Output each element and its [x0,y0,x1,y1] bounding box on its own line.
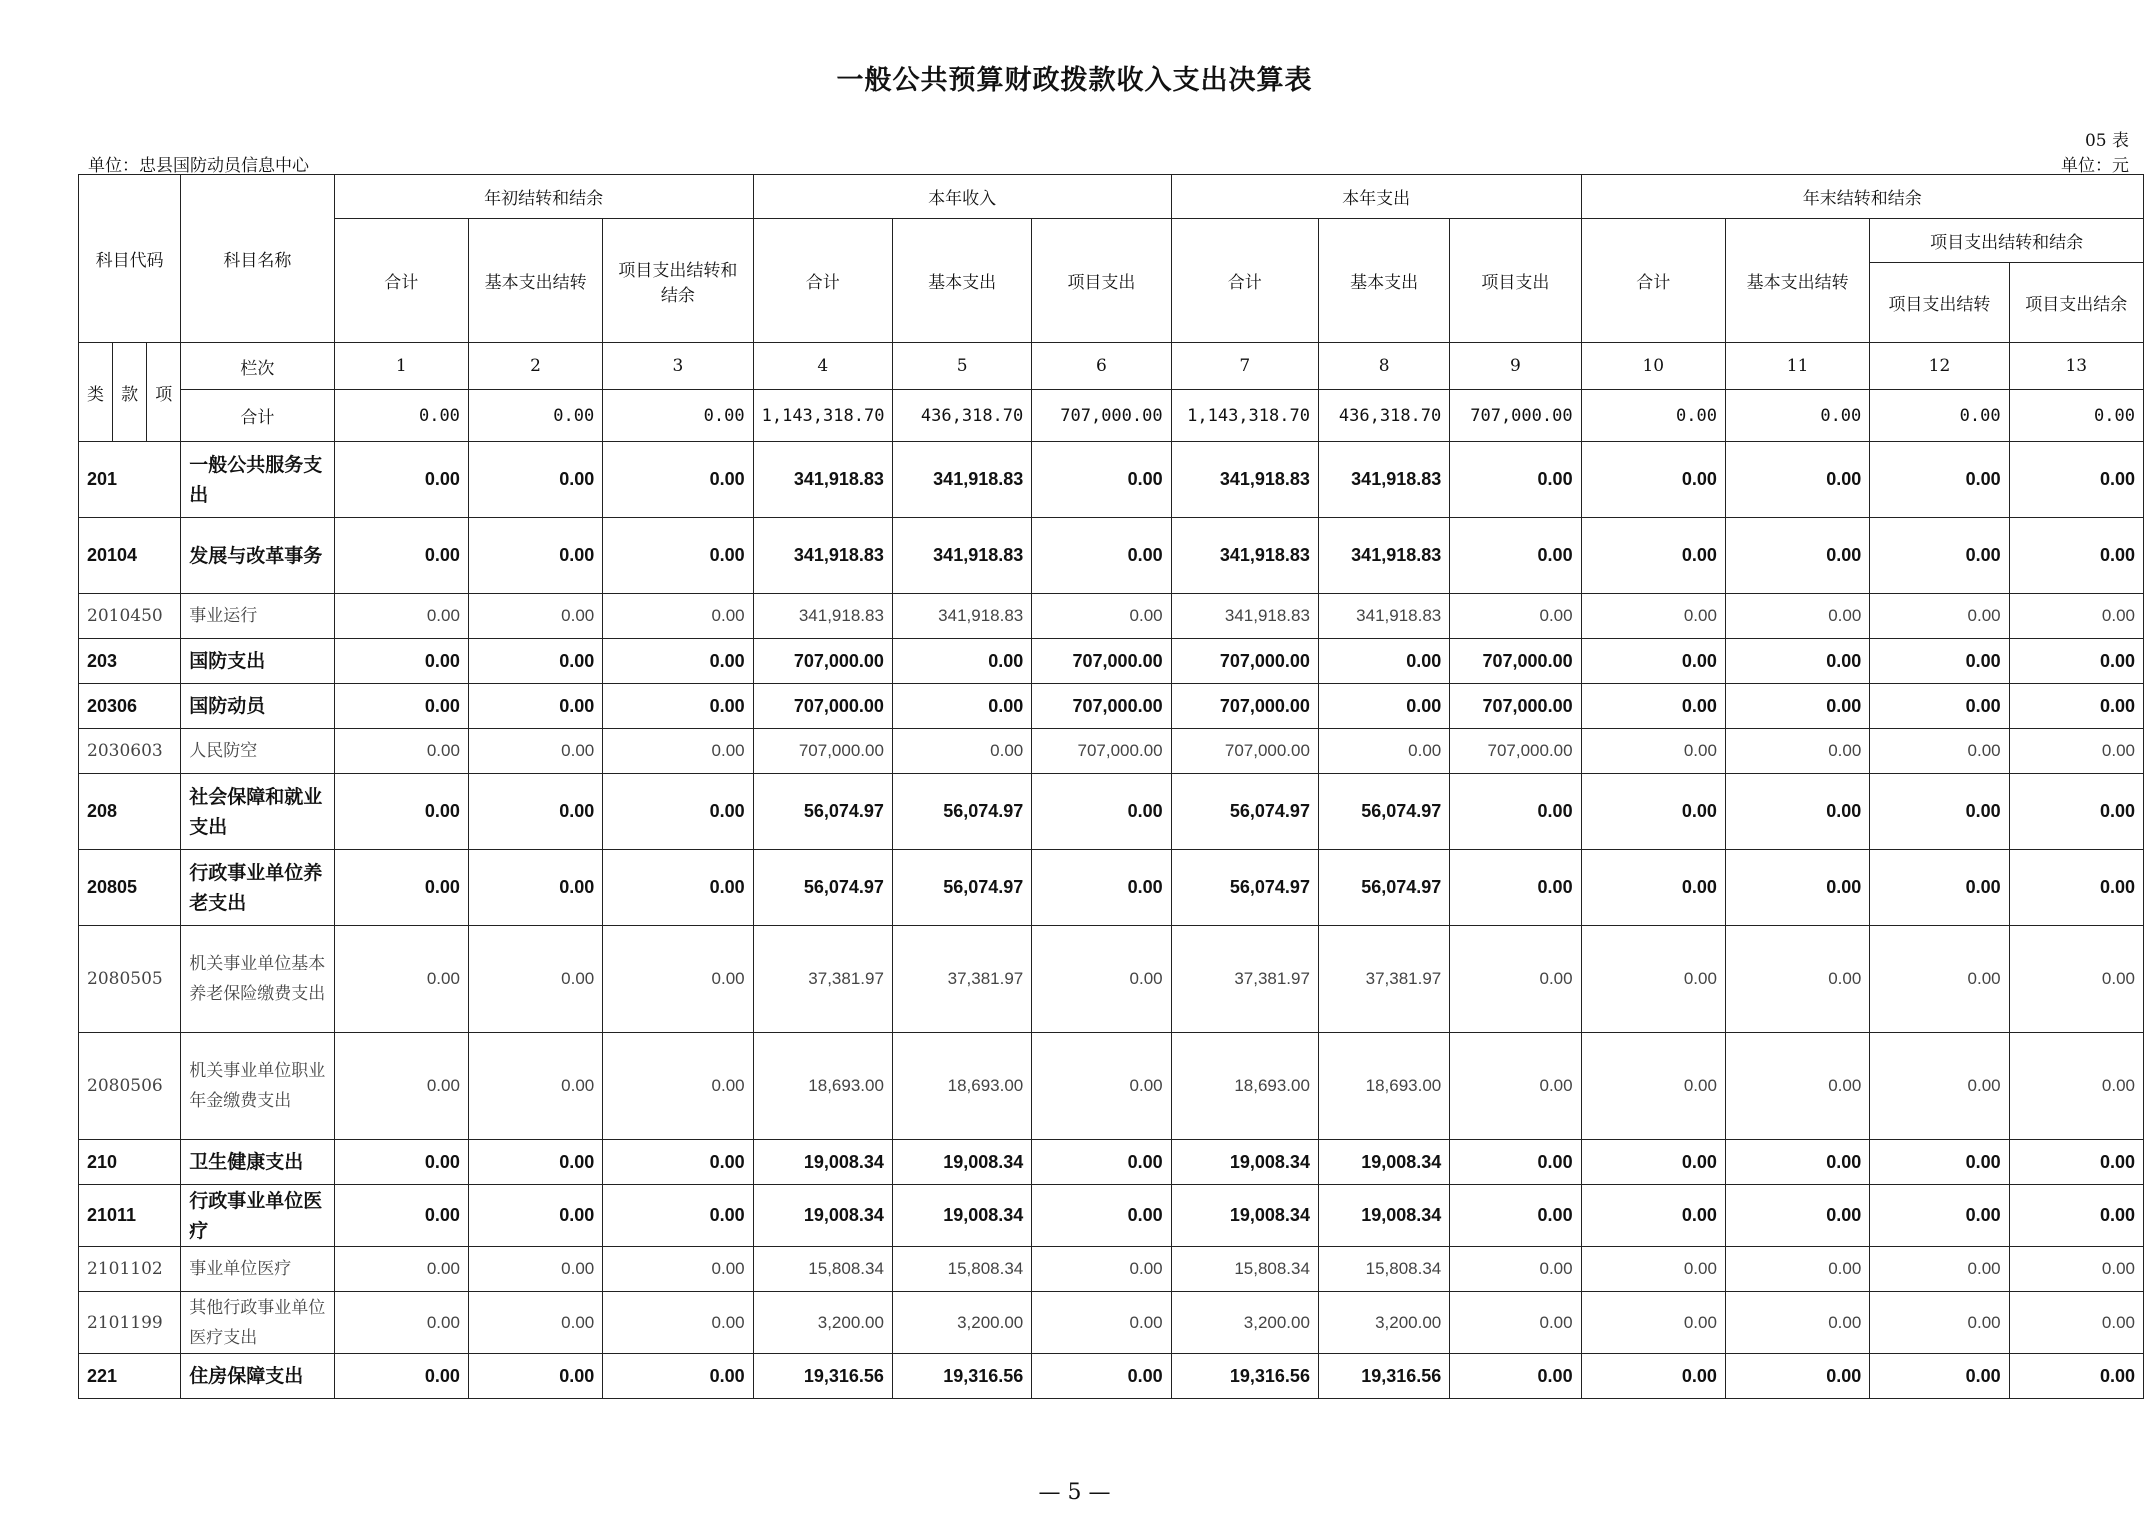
value-cell: 0.00 [1725,684,1869,729]
table-row [79,1185,2144,1247]
value-cell: 0.00 [1870,774,2009,850]
value-cell: 3,200.00 [1171,1292,1318,1354]
table-row [79,684,2144,729]
value-cell: 0.00 [603,1185,753,1247]
value-cell: 56,074.97 [1171,850,1318,926]
total-cell: 707,000.00 [1032,390,1171,442]
value-cell: 0.00 [1725,729,1869,774]
value-cell: 15,808.34 [892,1247,1031,1292]
value-cell: 19,008.34 [1318,1140,1449,1185]
value-cell: 341,918.83 [892,518,1031,594]
value-cell: 707,000.00 [1450,639,1581,684]
value-cell: 341,918.83 [1318,442,1449,518]
value-cell: 3,200.00 [892,1292,1031,1354]
value-cell: 341,918.83 [1318,518,1449,594]
value-cell: 0.00 [334,518,468,594]
value-cell: 707,000.00 [1450,684,1581,729]
value-cell: 0.00 [603,774,753,850]
header-expense-total: 合计 [1171,219,1318,343]
value-cell: 0.00 [2009,518,2143,594]
value-cell: 0.00 [1450,1354,1581,1399]
value-cell: 15,808.34 [1318,1247,1449,1292]
row-name: 国防支出 [181,639,334,684]
column-number: 12 [1870,343,2009,390]
value-cell: 0.00 [892,639,1031,684]
value-cell: 0.00 [1581,442,1725,518]
value-cell: 0.00 [1581,1185,1725,1247]
value-cell: 707,000.00 [753,729,892,774]
row-code: 2080505 [79,926,181,1033]
row-name: 其他行政事业单位医疗支出 [181,1292,334,1354]
value-cell: 0.00 [1581,729,1725,774]
value-cell: 56,074.97 [753,850,892,926]
row-name: 事业运行 [181,594,334,639]
value-cell: 0.00 [1725,926,1869,1033]
table-row [79,442,2144,518]
value-cell: 0.00 [2009,639,2143,684]
value-cell: 37,381.97 [1171,926,1318,1033]
value-cell: 0.00 [1870,850,2009,926]
value-cell: 0.00 [334,1247,468,1292]
value-cell: 0.00 [468,1185,602,1247]
value-cell: 0.00 [603,518,753,594]
value-cell: 0.00 [603,1140,753,1185]
value-cell: 56,074.97 [1318,774,1449,850]
value-cell: 0.00 [603,1033,753,1140]
column-number: 9 [1450,343,1581,390]
column-number: 4 [753,343,892,390]
value-cell: 0.00 [2009,684,2143,729]
value-cell: 0.00 [1581,1033,1725,1140]
value-cell: 341,918.83 [1171,442,1318,518]
value-cell: 0.00 [1032,442,1171,518]
page-number: — 5 — [1038,1480,1111,1505]
value-cell: 0.00 [1725,442,1869,518]
value-cell: 0.00 [603,1247,753,1292]
value-cell: 341,918.83 [1171,594,1318,639]
value-cell: 0.00 [1725,774,1869,850]
value-cell: 707,000.00 [1032,729,1171,774]
table-row [79,1354,2144,1399]
value-cell: 0.00 [1450,1292,1581,1354]
value-cell: 19,316.56 [1171,1354,1318,1399]
value-cell: 0.00 [603,639,753,684]
value-cell: 0.00 [468,1247,602,1292]
table-row [79,774,2144,850]
total-cell: 0.00 [1581,390,1725,442]
value-cell: 0.00 [1581,926,1725,1033]
value-cell: 707,000.00 [753,639,892,684]
value-cell: 0.00 [1581,850,1725,926]
value-cell: 0.00 [468,684,602,729]
row-code: 203 [79,639,181,684]
value-cell: 0.00 [1581,684,1725,729]
value-cell: 19,008.34 [892,1140,1031,1185]
table-row [79,926,2144,1033]
unit-currency: 单位：元 [2061,156,2129,176]
unit-organization: 单位：忠县国防动员信息中心 [88,156,309,176]
value-cell: 0.00 [2009,1247,2143,1292]
value-cell: 341,918.83 [892,594,1031,639]
table-row [79,1033,2144,1140]
value-cell: 0.00 [1032,1247,1171,1292]
column-number: 10 [1581,343,1725,390]
value-cell: 0.00 [468,1354,602,1399]
value-cell: 0.00 [1450,518,1581,594]
value-cell: 0.00 [334,594,468,639]
value-cell: 0.00 [603,729,753,774]
value-cell: 0.00 [1725,1292,1869,1354]
value-cell: 0.00 [1032,926,1171,1033]
total-cell: 0.00 [468,390,602,442]
row-code: 20104 [79,518,181,594]
value-cell: 0.00 [1032,594,1171,639]
value-cell: 0.00 [1581,594,1725,639]
column-number: 5 [892,343,1031,390]
value-cell: 0.00 [468,639,602,684]
row-name: 国防动员 [181,684,334,729]
row-code: 20306 [79,684,181,729]
row-name: 卫生健康支出 [181,1140,334,1185]
column-number: 3 [603,343,753,390]
value-cell: 0.00 [468,926,602,1033]
value-cell: 56,074.97 [892,774,1031,850]
header-end-total: 合计 [1581,219,1725,343]
row-name: 人民防空 [181,729,334,774]
value-cell: 0.00 [334,1185,468,1247]
value-cell: 19,008.34 [753,1140,892,1185]
page-title: 一般公共预算财政拨款收入支出决算表 [836,65,1313,96]
header-begin-total: 合计 [334,219,468,343]
header-income-total: 合计 [753,219,892,343]
value-cell: 0.00 [2009,442,2143,518]
column-number: 2 [468,343,602,390]
value-cell: 0.00 [1870,1185,2009,1247]
value-cell: 0.00 [1032,850,1171,926]
value-cell: 0.00 [1581,1354,1725,1399]
total-cell: 436,318.70 [1318,390,1449,442]
value-cell: 0.00 [468,1292,602,1354]
budget-table [78,174,2144,1399]
value-cell: 0.00 [1870,1292,2009,1354]
value-cell: 56,074.97 [892,850,1031,926]
value-cell: 56,074.97 [753,774,892,850]
row-code: 208 [79,774,181,850]
value-cell: 0.00 [1032,1033,1171,1140]
value-cell: 0.00 [1450,1185,1581,1247]
value-cell: 19,008.34 [1171,1140,1318,1185]
header-col-label: 栏次 [181,343,334,390]
column-number: 6 [1032,343,1171,390]
value-cell: 707,000.00 [1032,684,1171,729]
value-cell: 341,918.83 [753,594,892,639]
value-cell: 37,381.97 [1318,926,1449,1033]
header-xiang: 项 [147,343,181,442]
header-group-end: 年末结转和结余 [1581,175,2143,219]
value-cell: 0.00 [468,1033,602,1140]
header-expense-project: 项目支出 [1450,219,1581,343]
value-cell: 341,918.83 [1318,594,1449,639]
value-cell: 707,000.00 [1171,684,1318,729]
row-code: 2010450 [79,594,181,639]
total-cell: 1,143,318.70 [753,390,892,442]
value-cell: 0.00 [2009,1033,2143,1140]
row-code: 210 [79,1140,181,1185]
column-number: 8 [1318,343,1449,390]
row-code: 2080506 [79,1033,181,1140]
table-row [79,1292,2144,1354]
value-cell: 0.00 [1450,926,1581,1033]
value-cell: 0.00 [1032,518,1171,594]
value-cell: 15,808.34 [1171,1247,1318,1292]
column-number: 13 [2009,343,2143,390]
header-income-basic: 基本支出 [892,219,1031,343]
total-row-label: 合计 [181,390,334,442]
value-cell: 0.00 [1318,729,1449,774]
table-row [79,729,2144,774]
value-cell: 0.00 [1450,1140,1581,1185]
value-cell: 37,381.97 [892,926,1031,1033]
header-group-income: 本年收入 [753,175,1171,219]
value-cell: 18,693.00 [753,1033,892,1140]
value-cell: 0.00 [468,594,602,639]
value-cell: 0.00 [334,1292,468,1354]
row-name: 事业单位医疗 [181,1247,334,1292]
value-cell: 0.00 [1725,1140,1869,1185]
total-cell: 1,143,318.70 [1171,390,1318,442]
value-cell: 56,074.97 [1318,850,1449,926]
header-group-begin: 年初结转和结余 [334,175,753,219]
value-cell: 0.00 [603,1354,753,1399]
table-row [79,594,2144,639]
value-cell: 0.00 [468,1140,602,1185]
value-cell: 0.00 [1318,639,1449,684]
total-cell: 707,000.00 [1450,390,1581,442]
table-row [79,1140,2144,1185]
value-cell: 0.00 [1032,774,1171,850]
value-cell: 0.00 [1450,1247,1581,1292]
value-cell: 0.00 [334,729,468,774]
value-cell: 0.00 [1450,594,1581,639]
row-code: 21011 [79,1185,181,1247]
value-cell: 0.00 [892,684,1031,729]
value-cell: 707,000.00 [1032,639,1171,684]
row-name: 发展与改革事务 [181,518,334,594]
value-cell: 0.00 [1581,774,1725,850]
value-cell: 19,008.34 [1318,1185,1449,1247]
column-number: 1 [334,343,468,390]
value-cell: 0.00 [1870,729,2009,774]
value-cell: 0.00 [334,1354,468,1399]
header-begin-project-carry-balance: 项目支出结转和结余 [603,219,753,343]
value-cell: 0.00 [1032,1292,1171,1354]
table-row [79,518,2144,594]
value-cell: 0.00 [2009,850,2143,926]
value-cell: 0.00 [334,1033,468,1140]
header-code: 科目代码 [79,175,181,343]
value-cell: 0.00 [1870,639,2009,684]
value-cell: 18,693.00 [1171,1033,1318,1140]
value-cell: 18,693.00 [1318,1033,1449,1140]
row-name: 行政事业单位养老支出 [181,850,334,926]
row-name: 住房保障支出 [181,1354,334,1399]
row-code: 2030603 [79,729,181,774]
table-row [79,1247,2144,1292]
value-cell: 0.00 [1870,1033,2009,1140]
value-cell: 0.00 [603,926,753,1033]
row-name: 机关事业单位职业年金缴费支出 [181,1033,334,1140]
header-expense-basic: 基本支出 [1318,219,1449,343]
value-cell: 0.00 [2009,926,2143,1033]
value-cell: 0.00 [603,850,753,926]
value-cell: 0.00 [1870,1354,2009,1399]
value-cell: 0.00 [334,774,468,850]
value-cell: 0.00 [1032,1354,1171,1399]
value-cell: 0.00 [1450,850,1581,926]
value-cell: 341,918.83 [892,442,1031,518]
value-cell: 707,000.00 [1450,729,1581,774]
value-cell: 0.00 [1725,1185,1869,1247]
table-row [79,850,2144,926]
value-cell: 19,008.34 [1171,1185,1318,1247]
value-cell: 0.00 [1581,1140,1725,1185]
value-cell: 19,316.56 [892,1354,1031,1399]
row-code: 201 [79,442,181,518]
total-cell: 0.00 [334,390,468,442]
total-cell: 0.00 [1870,390,2009,442]
value-cell: 0.00 [1032,1185,1171,1247]
value-cell: 0.00 [468,518,602,594]
value-cell: 0.00 [1318,684,1449,729]
value-cell: 0.00 [1450,774,1581,850]
value-cell: 0.00 [1725,639,1869,684]
value-cell: 0.00 [468,729,602,774]
value-cell: 0.00 [1725,850,1869,926]
value-cell: 0.00 [2009,1292,2143,1354]
header-end-project-group: 项目支出结转和结余 [1870,219,2144,263]
value-cell: 0.00 [334,926,468,1033]
header-kuan: 款 [113,343,147,442]
value-cell: 0.00 [1725,1354,1869,1399]
value-cell: 0.00 [2009,594,2143,639]
value-cell: 0.00 [1032,1140,1171,1185]
value-cell: 0.00 [1581,518,1725,594]
value-cell: 0.00 [468,442,602,518]
row-code: 20805 [79,850,181,926]
row-name: 行政事业单位医疗 [181,1185,334,1247]
value-cell: 0.00 [2009,729,2143,774]
value-cell: 0.00 [334,1140,468,1185]
total-cell: 0.00 [1725,390,1869,442]
value-cell: 0.00 [1450,442,1581,518]
value-cell: 0.00 [1450,1033,1581,1140]
value-cell: 0.00 [334,850,468,926]
value-cell: 18,693.00 [892,1033,1031,1140]
value-cell: 0.00 [1870,1247,2009,1292]
total-cell: 0.00 [603,390,753,442]
value-cell: 0.00 [468,774,602,850]
value-cell: 0.00 [1870,518,2009,594]
value-cell: 0.00 [603,594,753,639]
value-cell: 0.00 [1581,1247,1725,1292]
row-code: 221 [79,1354,181,1399]
value-cell: 0.00 [1725,1033,1869,1140]
value-cell: 0.00 [2009,774,2143,850]
value-cell: 341,918.83 [753,518,892,594]
header-group-expense: 本年支出 [1171,175,1581,219]
value-cell: 19,008.34 [892,1185,1031,1247]
row-code: 2101102 [79,1247,181,1292]
value-cell: 19,008.34 [753,1185,892,1247]
table-row [79,639,2144,684]
value-cell: 341,918.83 [753,442,892,518]
value-cell: 0.00 [1870,684,2009,729]
header-name: 科目名称 [181,175,334,343]
value-cell: 0.00 [1725,1247,1869,1292]
total-cell: 436,318.70 [892,390,1031,442]
value-cell: 0.00 [1870,926,2009,1033]
header-income-project: 项目支出 [1032,219,1171,343]
header-end-project-carry: 项目支出结转 [1870,263,2009,343]
header-end-basic-carry: 基本支出结转 [1725,219,1869,343]
header-end-project-balance: 项目支出结余 [2009,263,2143,343]
value-cell: 707,000.00 [753,684,892,729]
value-cell: 0.00 [334,684,468,729]
form-number: 05 表 [2084,131,2129,151]
row-code: 2101199 [79,1292,181,1354]
value-cell: 0.00 [1870,442,2009,518]
value-cell: 0.00 [1581,1292,1725,1354]
column-number: 7 [1171,343,1318,390]
value-cell: 0.00 [2009,1140,2143,1185]
value-cell: 0.00 [603,684,753,729]
value-cell: 0.00 [1870,1140,2009,1185]
value-cell: 0.00 [334,442,468,518]
value-cell: 707,000.00 [1171,729,1318,774]
value-cell: 0.00 [1725,518,1869,594]
value-cell: 3,200.00 [753,1292,892,1354]
value-cell: 0.00 [1870,594,2009,639]
value-cell: 56,074.97 [1171,774,1318,850]
value-cell: 3,200.00 [1318,1292,1449,1354]
row-name: 社会保障和就业支出 [181,774,334,850]
header-begin-basic-carry: 基本支出结转 [468,219,602,343]
total-cell: 0.00 [2009,390,2143,442]
row-name: 机关事业单位基本养老保险缴费支出 [181,926,334,1033]
value-cell: 37,381.97 [753,926,892,1033]
value-cell: 0.00 [1725,594,1869,639]
column-number: 11 [1725,343,1869,390]
value-cell: 19,316.56 [1318,1354,1449,1399]
header-lei: 类 [79,343,113,442]
value-cell: 19,316.56 [753,1354,892,1399]
value-cell: 0.00 [2009,1185,2143,1247]
value-cell: 15,808.34 [753,1247,892,1292]
value-cell: 0.00 [892,729,1031,774]
value-cell: 0.00 [603,442,753,518]
value-cell: 0.00 [603,1292,753,1354]
value-cell: 341,918.83 [1171,518,1318,594]
value-cell: 707,000.00 [1171,639,1318,684]
value-cell: 0.00 [1581,639,1725,684]
value-cell: 0.00 [334,639,468,684]
value-cell: 0.00 [468,850,602,926]
row-name: 一般公共服务支出 [181,442,334,518]
value-cell: 0.00 [2009,1354,2143,1399]
